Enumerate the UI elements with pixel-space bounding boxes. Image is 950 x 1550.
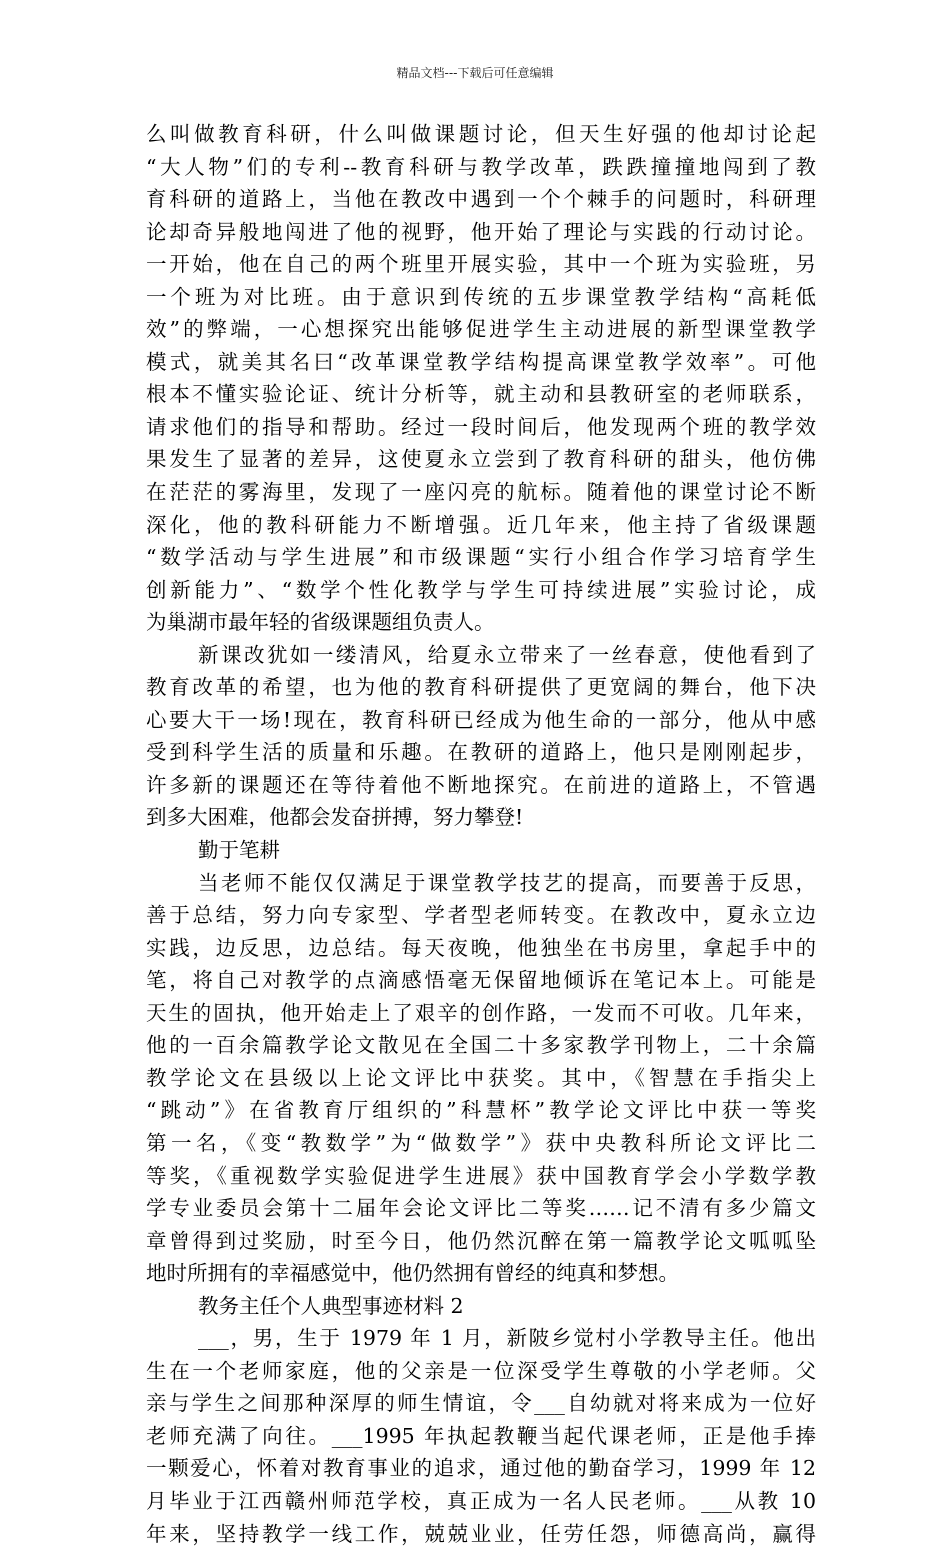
text-line: 教学论文在县级以上论文评比中获奖。其中，《智慧在手指尖上 [146, 1065, 816, 1090]
text-line: 善于总结，努力向专家型、学者型老师转变。在教改中，夏永立边 [146, 903, 816, 928]
text-line: 生在一个老师家庭，他的父亲是一位深受学生尊敬的小学老师。父 [146, 1358, 816, 1383]
text-line: 勤于笔耕 [198, 838, 280, 863]
text-line: 笔，将自己对教学的点滴感悟毫无保留地倾诉在笔记本上。可能是 [146, 968, 816, 993]
text-line: 根本不懂实验论证、统计分析等，就主动和县教研室的老师联系， [146, 382, 816, 407]
text-line: 地时所拥有的幸福感觉中，他仍然拥有曾经的纯真和梦想。 [146, 1261, 679, 1286]
page-header: 精品文档---下载后可任意编辑 [396, 66, 554, 80]
text-line: 老师充满了向往。___1995 年执起教鞭当起代课老师，正是他手捧 [146, 1423, 816, 1448]
text-line: 请求他们的指导和帮助。经过一段时间后，他发现两个班的教学效 [146, 414, 816, 439]
text-line: 教务主任个人典型事迹材料 2 [198, 1293, 464, 1318]
text-line: “大人物”们的专利--教育科研与教学改革，跌跌撞撞地闯到了教 [146, 154, 816, 179]
text-line: 当老师不能仅仅满足于课堂教学技艺的提高，而要善于反思， [198, 870, 816, 895]
text-line: 天生的固执，他开始走上了艰辛的创作路，一发而不可收。几年来， [146, 1000, 816, 1025]
text-line: 许多新的课题还在等待着他不断地探究。在前进的道路上，不管遇 [146, 772, 816, 797]
text-line: 一颗爱心，怀着对教育事业的追求，通过他的勤奋学习，1999 年 12 [146, 1456, 816, 1481]
text-line: 他的一百余篇教学论文散见在全国二十多家教学刊物上，二十余篇 [146, 1033, 816, 1058]
text-line: 创新能力”、“数学个性化教学与学生可持续进展”实验讨论，成 [146, 577, 816, 602]
text-line: 教育改革的希望，也为他的教育科研提供了更宽阔的舞台，他下决 [146, 675, 816, 700]
text-line: 年来，坚持教学一线工作，兢兢业业，任劳任怨，师德高尚，赢得 [146, 1521, 816, 1546]
text-line: 么叫做教育科研，什么叫做课题讨论，但天生好强的他却讨论起 [146, 122, 816, 146]
text-line: 心要大干一场!现在，教育科研已经成为他生命的一部分，他从中感 [146, 707, 816, 732]
text-line: 学专业委员会第十二届年会论文评比二等奖……记不清有多少篇文 [146, 1196, 816, 1221]
text-line: 在茫茫的雾海里，发现了一座闪亮的航标。随着他的课堂讨论不断 [146, 480, 816, 505]
text-line: 等奖，《重视数学实验促进学生进展》获中国教育学会小学数学教 [146, 1163, 816, 1188]
document-body [146, 118, 816, 1550]
text-line: 第一名，《变“教数学”为“做数学”》获中央教科所论文评比二 [146, 1130, 816, 1155]
text-line: 为巢湖市最年轻的省级课题组负责人。 [146, 610, 495, 635]
text-line: 深化，他的教科研能力不断增强。近几年来，他主持了省级课题 [146, 512, 816, 537]
text-line: 一个班为对比班。由于意识到传统的五步课堂教学结构“高耗低 [146, 284, 816, 309]
text-line: 月毕业于江西赣州师范学校，真正成为一名人民老师。___从教 10 [146, 1488, 816, 1513]
text-line: 章曾得到过奖励，时至今日，他仍然沉醉在第一篇教学论文呱呱坠 [146, 1228, 816, 1253]
text-line: 亲与学生之间那种深厚的师生情谊，令___自幼就对将来成为一位好 [146, 1391, 816, 1416]
text-line: 模式，就美其名曰“改革课堂教学结构提高课堂教学效率”。可他 [146, 349, 816, 374]
text-line: 果发生了显著的差异，这使夏永立尝到了教育科研的甜头，他仿佛 [146, 447, 816, 472]
text-line: 效”的弊端，一心想探究出能够促进学生主动进展的新型课堂教学 [146, 317, 816, 342]
text-line: 新课改犹如一缕清风，给夏永立带来了一丝春意，使他看到了 [198, 642, 816, 667]
text-line: 一开始，他在自己的两个班里开展实验，其中一个班为实验班，另 [146, 252, 816, 277]
text-line: ___，男，生于 1979 年 1 月，新陂乡觉村小学教导主任。他出 [198, 1326, 816, 1351]
text-line: 实践，边反思，边总结。每天夜晚，他独坐在书房里，拿起手中的 [146, 935, 816, 960]
text-line: 论却奇异般地闯进了他的视野，他开始了理论与实践的行动讨论。 [146, 219, 816, 244]
text-line: 受到科学生活的质量和乐趣。在教研的道路上，他只是刚刚起步， [146, 740, 816, 765]
text-line: “跳动”》在省教育厅组织的”科慧杯”教学论文评比中获一等奖 [146, 1098, 816, 1123]
text-line: 到多大困难，他都会发奋拼搏，努力攀登! [146, 805, 524, 830]
text-line: 育科研的道路上，当他在教改中遇到一个个棘手的问题时，科研理 [146, 187, 816, 212]
text-line: “数学活动与学生进展”和市级课题“实行小组合作学习培育学生 [146, 545, 816, 570]
